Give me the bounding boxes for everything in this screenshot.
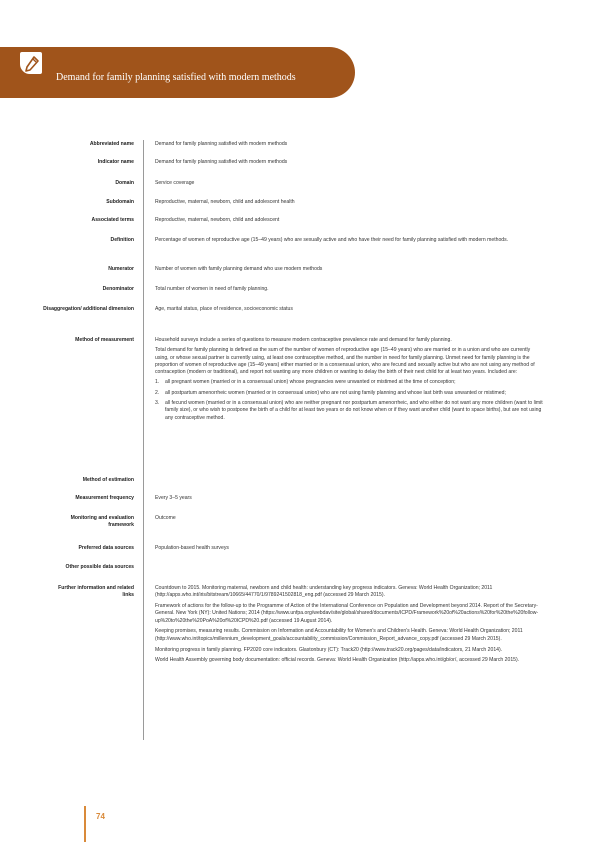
field-label: Numerator [108,266,134,272]
reference-item: World Health Assembly governing body documentation: official records. Geneva: World Health Organization (http://apps.who.int/gb/or/, accessed 29 March 2015). [155,657,520,664]
field-value: Total number of women in need of family planning. [155,286,269,292]
field-value: Age, marital status, place of residence, socioeconomic status [155,306,293,312]
column-divider [143,140,144,740]
list-number: 3. [155,400,160,407]
field-value [155,337,545,425]
list-item [155,400,545,422]
paragraph: Household surveys include a series of questions to measure modern contraceptive prevalence rate and demand for family planning. [155,337,452,343]
list-text: all postpartum amenorrheic women (married or in consensual union) who are not using family planning and whose last birth was unwanted or mistimed; [165,389,506,396]
field-label: Measurement frequency [75,495,134,501]
field-label: Subdomain [106,199,134,205]
reference-item: Countdown to 2015. Monitoring maternal, newborn and child health: understanding key progress indicators. Geneva: World Health Organization; 2011 (http://apps.who.int/iris/bitstream/10665/44770/1/9789241502818_eng.pdf (accessed 29 March 2015). [155,585,493,599]
field-value: Every 3–5 years [155,495,192,501]
numbered-list [155,379,545,421]
page-number-rule [84,806,86,842]
list-text: all fecund women (married or in a consensual union) who are neither pregnant nor postpartum amenorrheic, and who either do not want any more children (want to limit family size), or who wish to postpone the birth of a child for at least two years or do not know when or if they want another child (want to space births), but are not using any contraceptive method. [165,400,543,421]
field-label: Domain [115,180,134,186]
field-value: Reproductive, maternal, newborn, child and adolescent [155,217,280,223]
field-value: Reproductive, maternal, newborn, child and adolescent health [155,199,295,205]
reference-item: Framework of actions for the follow-up to the Programme of Action of the International Conference on Population and Development beyond 2014. Report of the Secretary-General. New York (NY): United Nations; 2014 (https://www.unfpa.org/webdav/site/global/shared/documents/ICPD/Framework%20of%20actions%20for%20the%20follow-up%20to%20the%20PoA%20of%20ICPD%20.pdf (accessed 19 August 2014). [155,603,539,624]
field-label: Associated terms [91,217,134,223]
field-label: Further information and related links [58,585,134,599]
field-label: Denominator [102,286,134,292]
reference-list [155,585,545,668]
list-text: all pregnant women (married or in a consensual union) whose pregnancies were unwanted or mistimed at the time of conception; [165,379,456,386]
field-value: Number of women with family planning demand who use modern methods [155,266,323,272]
field-value: Demand for family planning satisfied with modern methods [155,159,288,165]
field-label: Indicator name [97,159,134,165]
page-number: 74 [96,812,105,821]
field-value: Percentage of women of reproductive age (15–49 years) who are sexually active and who have their need for family planning satisfied with modern methods. [155,237,509,243]
pencil-icon [18,50,44,76]
paragraph: Total demand for family planning is defined as the sum of the number of women of reproductive age (15–49 years) who are married or in a union and who are currently using, or whose sexual partner is currently using, at least one contraceptive method, and the number in need for family planning. Unmet need for family planning is the proportion of women of reproductive age (15–49 years) either married or in a consensual union, who are fecund and sexually active but who are not using any method of contraception (modern or traditional), and report not wanting any more children or wanting to delay the birth of their next child for at least two years. Included are: [155,347,535,376]
list-item [155,379,545,386]
field-value: Service coverage [155,180,195,186]
field-label: Method of estimation [82,477,134,483]
field-label: Monitoring and evaluation framework [70,515,134,529]
field-value: Demand for family planning satisfied with modern methods [155,141,288,147]
field-label: Other possible data sources [65,564,134,570]
list-item [155,390,545,397]
field-label: Disaggregation/ additional dimension [43,306,134,312]
page-title: Demand for family planning satisfied with modern methods [56,72,296,83]
list-number: 2. [155,389,160,396]
field-label: Method of measurement [75,337,134,343]
field-label: Definition [110,237,134,243]
reference-item: Monitoring progress in family planning. FP2020 core indicators. Glastonbury (CT): Track20 (http://www.track20.org/pages/data/indicators, 21 March 2014). [155,646,503,653]
list-number: 1. [155,379,160,386]
field-label: Preferred data sources [78,545,134,551]
field-value: Population-based health surveys [155,545,229,551]
field-value: Outcome [155,515,176,521]
field-label: Abbreviated name [89,141,134,147]
reference-item: Keeping promises, measuring results. Commission on Information and Accountability for Women's and Children's Health. Geneva: World Health Organization; 2011 (http://www.who.int/topics/millennium_development_goals/accountability_commission/Commission_Report_advance_copy.pdf (accessed 29 March 2015). [155,628,523,642]
